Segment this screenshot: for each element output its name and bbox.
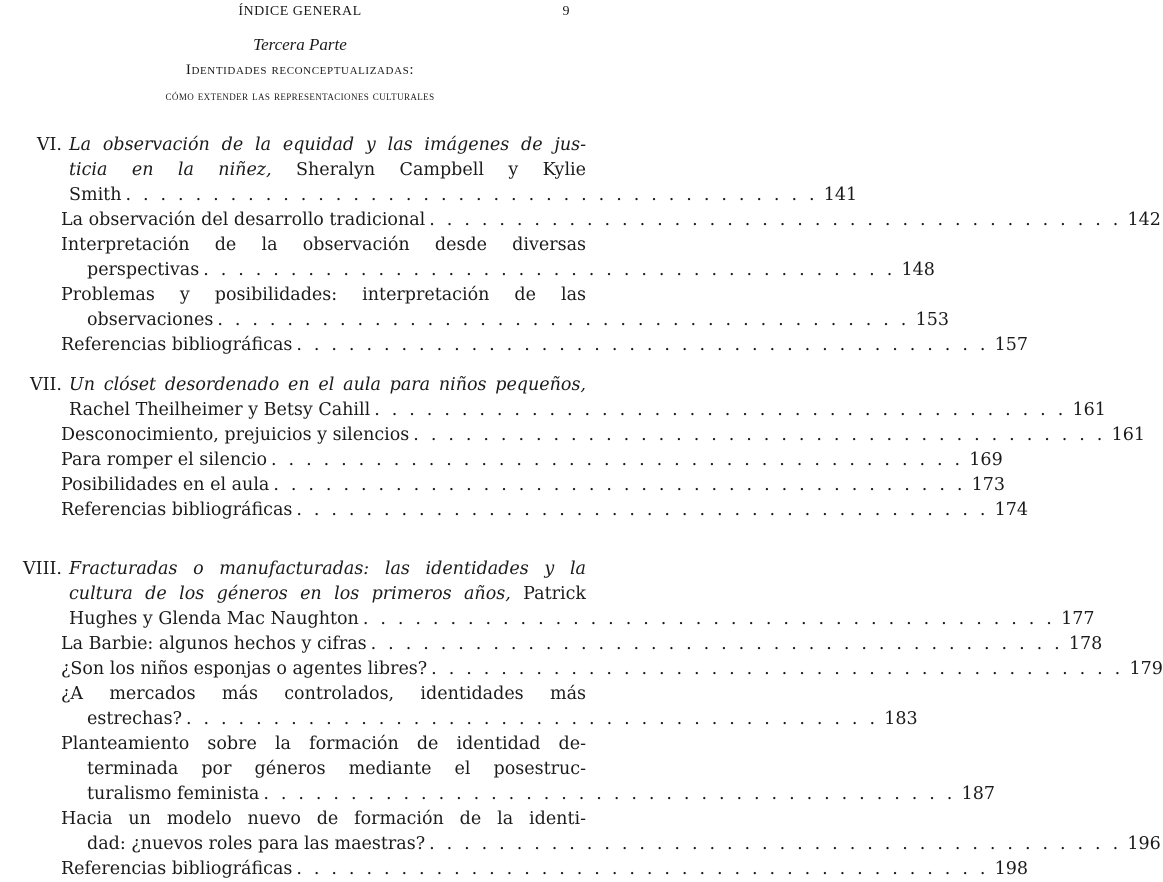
page-number: 9 (562, 4, 570, 19)
part-subtitle-line-1: Identidades reconceptualizadas: (185, 62, 415, 78)
section-entry-text: observaciones (87, 310, 214, 330)
section-title-line[interactable]: Hacia un modelo nuevo de formación de la identi- (61, 809, 586, 829)
section-entry-page: 178 (1068, 634, 1103, 654)
chapter-entry-page: 141 (823, 185, 858, 205)
section-entry[interactable] (61, 423, 1145, 448)
dot-leader: . . . . . . . . . . . . . . . . . . . . . . . . . . . . . . . . . . . . . . . . (429, 834, 1122, 854)
chapter-entry[interactable] (69, 398, 1106, 423)
dot-leader: . . . . . . . . . . . . . . . . . . . . . . . . . . . . . . . . . . . . . . . . (431, 659, 1124, 679)
section-entry-text: dad: ¿nuevos roles para las maestras? (87, 834, 426, 854)
chapter-title-line[interactable] (69, 133, 586, 158)
section-entry-page: 196 (1127, 834, 1161, 854)
chapter-title-line[interactable] (69, 582, 586, 607)
section-entry-page: 157 (994, 335, 1029, 355)
section-title-line[interactable]: terminada por géneros mediante el posestruc- (87, 759, 586, 779)
section-entry[interactable] (87, 258, 935, 283)
section-entry-page: 169 (969, 450, 1003, 470)
part-subtitle-line-2: cómo extender las representaciones culturales (165, 88, 435, 103)
chapter-title-italic: ticia en la niñez, (69, 160, 272, 180)
chapter-title-italic: Un clóset desordenado en el aula para niños pequeños, (69, 375, 586, 395)
dot-leader: . . . . . . . . . . . . . . . . . . . . . . . . . . . . . . . . . . . . . . . . (429, 210, 1122, 230)
section-entry[interactable] (61, 632, 1103, 657)
section-entry-page: 153 (915, 310, 949, 330)
running-header-title: ÍNDICE GENERAL (238, 4, 362, 19)
section-entry-text: ¿Son los niños esponjas o agentes libres? (61, 659, 428, 679)
section-entry[interactable] (61, 473, 1006, 498)
section-entry[interactable] (61, 448, 1003, 473)
section-entry-text: Referencias bibliográficas (61, 859, 293, 879)
chapter-title-italic: La observación de la equidad y las imágenes de jus- (69, 135, 586, 155)
chapter-entry[interactable] (69, 607, 1095, 632)
dot-leader: . . . . . . . . . . . . . . . . . . . . . . . . . . . . . . . . . . . . . . . . (125, 185, 818, 205)
chapter-entry-text: Rachel Theilheimer y Betsy Cahill (69, 400, 371, 420)
chapter-entry-page: 161 (1072, 400, 1106, 420)
section-entry[interactable] (61, 657, 1163, 682)
chapter-numeral: VII. (29, 375, 62, 395)
dot-leader: . . . . . . . . . . . . . . . . . . . . . . . . . . . . . . . . . . . . . . . . (185, 709, 879, 729)
chapter-authors: Sheralyn Campbell y Kylie (271, 160, 586, 180)
section-entry-page: 142 (1127, 210, 1161, 230)
chapter-authors: Patrick (510, 584, 586, 604)
section-entry-text: Referencias bibliográficas (61, 335, 293, 355)
section-entry-page: 198 (994, 859, 1029, 879)
running-header (0, 4, 600, 26)
section-title-line[interactable]: ¿A mercados más controlados, identidades más (61, 684, 586, 704)
part-label: Tercera Parte (253, 35, 347, 54)
dot-leader: . . . . . . . . . . . . . . . . . . . . . . . . . . . . . . . . . . . . . . . . (271, 450, 964, 470)
section-entry[interactable] (61, 333, 1029, 358)
dot-leader: . . . . . . . . . . . . . . . . . . . . . . . . . . . . . . . . . . . . . . . . (263, 784, 956, 804)
section-entry[interactable] (61, 498, 1029, 523)
section-entry-page: 179 (1129, 659, 1163, 679)
section-entry[interactable] (87, 782, 995, 807)
section-title-line[interactable]: Planteamiento sobre la formación de identidad de- (61, 734, 586, 754)
chapter-entry[interactable] (69, 183, 858, 208)
section-entry-text: estrechas? (87, 709, 182, 729)
chapter-title-line[interactable] (69, 373, 586, 398)
section-title-line[interactable]: Interpretación de la observación desde diversas (61, 235, 586, 255)
dot-leader: . . . . . . . . . . . . . . . . . . . . . . . . . . . . . . . . . . . . . . . . (296, 335, 989, 355)
chapter-title-line[interactable] (69, 158, 586, 183)
chapter-numeral: VIII. (23, 559, 62, 579)
section-entry[interactable] (87, 308, 949, 333)
dot-leader: . . . . . . . . . . . . . . . . . . . . . . . . . . . . . . . . . . . . . . . . (374, 400, 1067, 420)
chapter-entry-page: 177 (1061, 609, 1095, 629)
section-entry-page: 173 (971, 475, 1006, 495)
section-entry-text: Referencias bibliográficas (61, 500, 293, 520)
chapter-title-italic: cultura de los géneros en los primeros años, (69, 584, 511, 604)
dot-leader: . . . . . . . . . . . . . . . . . . . . . . . . . . . . . . . . . . . . . . . . (370, 634, 1063, 654)
dot-leader: . . . . . . . . . . . . . . . . . . . . . . . . . . . . . . . . . . . . . . . . (362, 609, 1056, 629)
chapter-title-line[interactable] (69, 557, 586, 582)
section-entry-page: 183 (884, 709, 918, 729)
section-entry[interactable] (87, 832, 1161, 857)
chapter-numeral: VI. (36, 135, 62, 155)
dot-leader: . . . . . . . . . . . . . . . . . . . . . . . . . . . . . . . . . . . . . . . . (413, 425, 1106, 445)
section-entry-text: La Barbie: algunos hechos y cifras (61, 634, 367, 654)
section-entry-page: 161 (1111, 425, 1145, 445)
chapter-title-italic: Fracturadas o manufacturadas: las identidades y la (69, 559, 586, 579)
chapter-entry-text: Smith (69, 185, 122, 205)
dot-leader: . . . . . . . . . . . . . . . . . . . . . . . . . . . . . . . . . . . . . . . . (296, 500, 989, 520)
section-entry-text: Para romper el silencio (61, 450, 268, 470)
section-entry[interactable] (61, 208, 1161, 233)
section-entry-text: turalismo feminista (87, 784, 260, 804)
dot-leader: . . . . . . . . . . . . . . . . . . . . . . . . . . . . . . . . . . . . . . . . (273, 475, 966, 495)
section-entry[interactable] (61, 857, 1029, 882)
dot-leader: . . . . . . . . . . . . . . . . . . . . . . . . . . . . . . . . . . . . . . . . (296, 859, 989, 879)
section-entry-text: La observación del desarrollo tradicional (61, 210, 426, 230)
part-heading (0, 34, 600, 106)
section-entry-page: 187 (961, 784, 995, 804)
section-entry-text: perspectivas (87, 260, 200, 280)
dot-leader: . . . . . . . . . . . . . . . . . . . . . . . . . . . . . . . . . . . . . . . . (217, 310, 910, 330)
section-entry-text: Desconocimiento, prejuicios y silencios (61, 425, 410, 445)
chapter-entry-text: Hughes y Glenda Mac Naughton (69, 609, 359, 629)
section-entry-text: Posibilidades en el aula (61, 475, 270, 495)
section-entry-page: 148 (901, 260, 935, 280)
section-entry[interactable] (87, 707, 918, 732)
section-title-line[interactable]: Problemas y posibilidades: interpretación de las (61, 285, 586, 305)
dot-leader: . . . . . . . . . . . . . . . . . . . . . . . . . . . . . . . . . . . . . . . . (203, 260, 896, 280)
section-entry-page: 174 (994, 500, 1029, 520)
